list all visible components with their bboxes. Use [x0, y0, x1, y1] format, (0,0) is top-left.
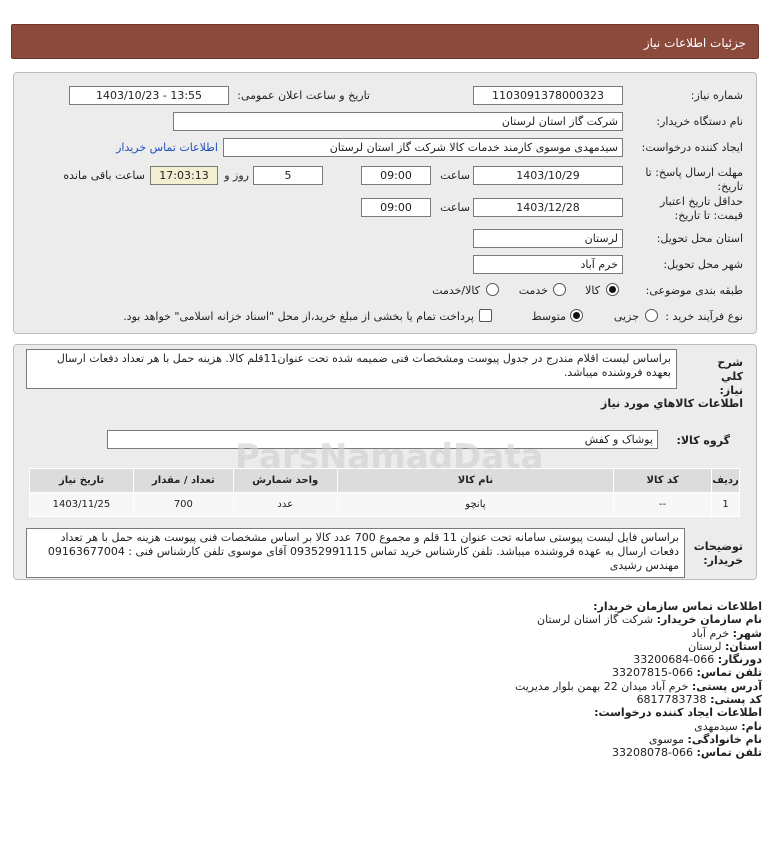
creator-title-line: [22, 706, 762, 719]
creator-title: اطلاعات ایجاد کننده درخواست:: [594, 706, 762, 720]
process-radio-minor[interactable]: [645, 309, 658, 322]
process-option-medium: متوسط: [531, 310, 566, 323]
deadline-time-field: 09:00: [361, 166, 431, 185]
creator-name: سیدمهدی: [694, 719, 738, 733]
contact-address-label: آدرس پستی:: [691, 679, 762, 693]
remaining-label: ساعت باقی مانده: [63, 169, 145, 182]
category-radio-service[interactable]: [553, 283, 566, 296]
creator-name-label: نام:: [741, 719, 762, 733]
category-option-goods: کالا: [585, 284, 600, 297]
table-header-row: [30, 469, 740, 493]
treasury-payment-note: پرداخت تمام یا بخشی از مبلغ خرید،از محل "اسناد خزانه اسلامی" خواهد بود.: [123, 310, 474, 323]
process-option-minor: جزیی: [613, 310, 639, 323]
goods-table: [29, 468, 740, 517]
buyer-org-label: نام دستگاه خریدار:: [656, 115, 743, 128]
validity-time-field: 09:00: [361, 198, 431, 217]
col-goods-code: کد کالا: [614, 469, 712, 493]
need-number-label: شماره نیاز:: [690, 89, 743, 102]
contact-province-label: استان:: [725, 639, 762, 653]
announce-label: تاریخ و ساعت اعلان عمومی:: [237, 89, 370, 102]
watermark-brand: ParsNamadData: [235, 437, 544, 477]
creator-family-line: [22, 733, 762, 746]
validity-label: حداقل تاریخ اعتبار قیمت: تا تاریخ:: [659, 195, 743, 222]
deadline-date-field: 1403/10/29: [473, 166, 623, 185]
buyer-notes-text: براساس فایل لیست پیوستی سامانه تحت عنوان 11 قلم و مجموع 700 عدد کالا بر اساس مشخصات فنی پیوست هزینه حمل با هر تعداد دفعات ارسال به عهده فروشنده میباشد. تلفن کارشناس خرید تماس 09352991115 آقای موسوی تلفن کارشناس فنی : 09163677004 مهندس رشیدی: [26, 528, 685, 578]
cell-row-number: 1: [712, 493, 740, 517]
creator-field: سیدمهدی موسوی کارمند خدمات کالا شرکت گاز استان لرستان: [223, 138, 623, 157]
city-field: خرم آباد: [473, 255, 623, 274]
creator-phone-label: تلفن تماس:: [696, 746, 762, 760]
city-label: شهر محل تحویل:: [663, 258, 743, 271]
category-radio-goods[interactable]: [606, 283, 619, 296]
summary-text: براساس لیست اقلام مندرج در جدول پیوست ومشخصات فنی ضمیمه شده تحت عنوان11قلم کالا. هزینه حمل با هر تعداد دفعات ارسال بعهده فروشنده میباشد.: [26, 349, 677, 389]
contact-title-line: [22, 600, 762, 613]
contact-org: شرکت گاز استان لرستان: [537, 613, 654, 627]
remaining-time-field: 17:03:13: [150, 166, 218, 185]
goods-group-label: گروه کالا:: [676, 434, 730, 447]
cell-goods-name: پانچو: [337, 493, 614, 517]
deadline-label: مهلت ارسال پاسخ: تا تاریخ:: [645, 166, 743, 193]
creator-phone: 066-33208078: [612, 746, 694, 760]
col-goods-name: نام کالا: [337, 469, 614, 493]
col-need-date: تاریخ نیاز: [30, 469, 134, 493]
creator-label: ایجاد کننده درخواست:: [641, 141, 743, 154]
treasury-checkbox[interactable]: [479, 309, 492, 322]
buyer-notes-label: توضیحات خریدار:: [693, 540, 743, 567]
col-quantity: تعداد / مقدار: [133, 469, 233, 493]
contact-province-line: [22, 640, 762, 653]
process-label: نوع فرآیند خرید :: [665, 310, 743, 323]
validity-time-label: ساعت: [440, 201, 470, 214]
announce-field: 1403/10/23 - 13:55: [69, 86, 229, 105]
contact-phone-label: تلفن تماس:: [696, 666, 762, 680]
contact-fax-label: دورنگار:: [717, 653, 762, 667]
table-row: [30, 493, 740, 517]
col-row-number: ردیف: [712, 469, 740, 493]
page-title: جزئیات اطلاعات نیاز: [643, 36, 746, 50]
process-radio-medium[interactable]: [570, 309, 583, 322]
category-radio-goods-service[interactable]: [486, 283, 499, 296]
contact-city-line: [22, 627, 762, 640]
cell-unit: عدد: [233, 493, 337, 517]
page-header: [11, 24, 759, 59]
contact-province: لرستان: [688, 639, 722, 653]
contact-address-line: [22, 680, 762, 693]
creator-name-line: [22, 720, 762, 733]
days-label: روز و: [224, 169, 249, 182]
deadline-time-label: ساعت: [440, 169, 470, 182]
contact-phone: 066-33207815: [612, 666, 694, 680]
contact-fax: 066-33200684: [633, 653, 715, 667]
col-unit: واحد شمارش: [233, 469, 337, 493]
contact-title: اطلاعات تماس سازمان خریدار:: [593, 600, 762, 613]
contact-phone-line: [22, 666, 762, 679]
buyer-contact-link[interactable]: اطلاعات تماس خریدار: [116, 141, 218, 154]
need-number-field: 1103091378000323: [473, 86, 623, 105]
days-field: 5: [253, 166, 323, 185]
category-option-goods-service: کالا/خدمت: [432, 284, 480, 297]
contact-address: خرم آباد میدان 22 بهمن بلوار مدیریت: [514, 679, 689, 693]
creator-family: موسوی: [648, 732, 684, 746]
cell-goods-code: --: [614, 493, 712, 517]
contact-postal-label: کد پستی:: [710, 693, 762, 707]
buyer-org-field: شرکت گاز استان لرستان: [173, 112, 623, 131]
contact-fax-line: [22, 653, 762, 666]
province-label: استان محل تحویل:: [656, 232, 743, 245]
contact-city-label: شهر:: [732, 626, 762, 640]
contact-postal: 6817783738: [636, 693, 707, 707]
category-label: طبقه بندی موضوعی:: [645, 284, 743, 297]
validity-date-field: 1403/12/28: [473, 198, 623, 217]
creator-family-label: نام خانوادگی:: [687, 732, 762, 746]
cell-need-date: 1403/11/25: [30, 493, 134, 517]
creator-phone-line: [22, 746, 762, 759]
category-option-service: خدمت: [518, 284, 548, 297]
cell-quantity: 700: [133, 493, 233, 517]
contact-org-label: نام سازمان خریدار:: [656, 613, 762, 627]
goods-section-title: اطلاعات کالاهاي مورد نياز: [601, 397, 743, 410]
goods-group-field: پوشاک و کفش: [107, 430, 658, 449]
contact-postal-line: [22, 693, 762, 706]
contact-city: خرم آباد: [691, 626, 730, 640]
contact-org-line: [22, 613, 762, 626]
summary-label: شرح کلي نياز:: [717, 356, 743, 397]
province-field: لرستان: [473, 229, 623, 248]
contact-block: [22, 600, 762, 760]
